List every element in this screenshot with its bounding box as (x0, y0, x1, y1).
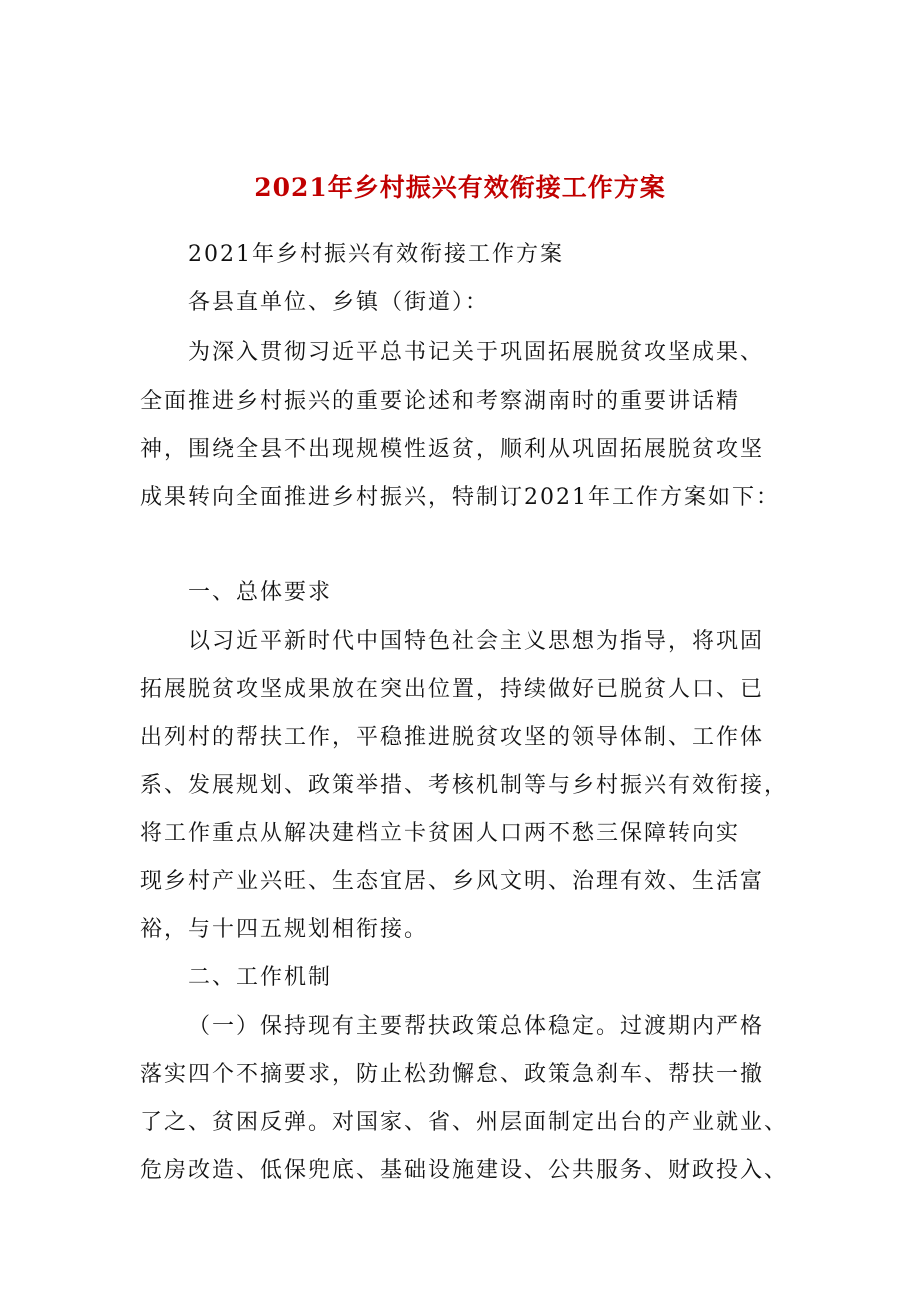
body-line: 拓展脱贫攻坚成果放在突出位置，持续做好已脱贫人口、已 (140, 677, 765, 702)
body-line: 现乡村产业兴旺、生态宜居、乡风文明、治理有效、生活富 (140, 869, 765, 894)
addressee-line: 各县直单位、乡镇（街道）： (188, 290, 490, 315)
body-line: 了之、贫困反弹。对国家、省、州层面制定出台的产业就业、 (140, 1110, 789, 1135)
document-title: 2021年乡村振兴有效衔接工作方案 (254, 173, 666, 202)
body-line: 全面推进乡村振兴的重要论述和考察湖南时的重要讲话精 (140, 389, 741, 414)
body-line: （一）保持现有主要帮扶政策总体稳定。过渡期内严格 (188, 1014, 765, 1039)
body-line: 危房改造、低保兜底、基础设施建设、公共服务、财政投入、 (140, 1158, 789, 1183)
body-line: 将工作重点从解决建档立卡贫困人口两不愁三保障转向实 (140, 821, 741, 846)
body-line: 裕，与十四五规划相衔接。 (140, 917, 429, 942)
body-line: 成果转向全面推进乡村振兴，特制订2021年工作方案如下： (140, 485, 780, 510)
section-heading-1: 一、总体要求 (188, 580, 333, 605)
body-line: 神，围绕全县不出现规模性返贫，顺利从巩固拓展脱贫攻坚 (140, 437, 765, 462)
body-line: 为深入贯彻习近平总书记关于巩固拓展脱贫攻坚成果、 (188, 340, 765, 365)
body-line: 落实四个不摘要求，防止松劲懈怠、政策急刹车、帮扶一撤 (140, 1062, 765, 1087)
body-line: 出列村的帮扶工作，平稳推进脱贫攻坚的领导体制、工作体 (140, 725, 765, 750)
section-heading-2: 二、工作机制 (188, 965, 333, 990)
body-line: 以习近平新时代中国特色社会主义思想为指导，将巩固 (188, 629, 765, 654)
subtitle-line: 2021年乡村振兴有效衔接工作方案 (188, 242, 564, 267)
body-line: 系、发展规划、政策举措、考核机制等与乡村振兴有效衔接， (140, 773, 789, 798)
